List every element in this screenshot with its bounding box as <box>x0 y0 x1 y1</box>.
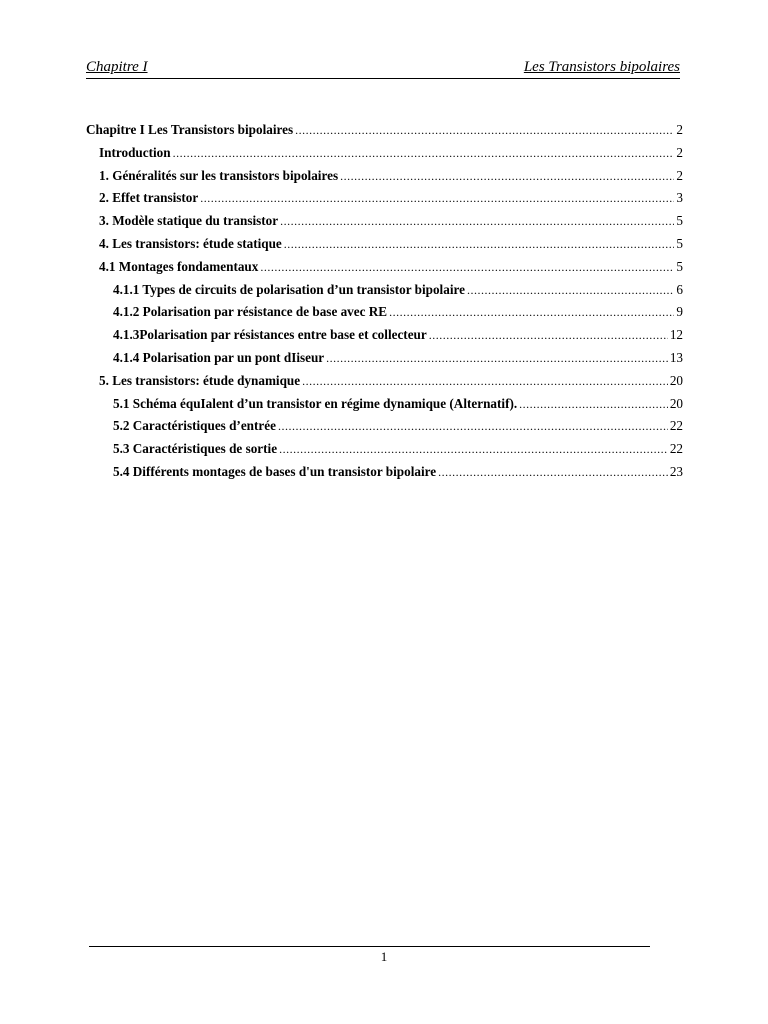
toc-entry-label: 2. Effet transistor <box>99 190 199 206</box>
toc-leader-dots <box>295 123 674 138</box>
toc-leader-dots <box>302 374 668 389</box>
toc-entry-label: 5.3 Caractéristiques de sortie <box>113 441 278 457</box>
toc-entry[interactable] <box>86 418 683 441</box>
toc-entry[interactable] <box>86 350 683 373</box>
toc-entry-page: 23 <box>669 463 683 479</box>
toc-entry-label: 4.1 Montages fondamentaux <box>99 258 259 274</box>
toc-entry-label: 4. Les transistors: étude statique <box>99 235 282 251</box>
toc-entry-page: 2 <box>676 144 683 160</box>
toc-entry-page: 5 <box>676 213 683 229</box>
toc-entry-label: Introduction <box>99 144 171 160</box>
toc-entry[interactable] <box>86 145 683 168</box>
toc-leader-dots <box>278 419 668 434</box>
toc-entry-page: 22 <box>669 441 683 457</box>
toc-entry-page: 12 <box>669 327 683 343</box>
toc-leader-dots <box>429 328 668 343</box>
footer-rule <box>89 946 650 947</box>
toc-entry[interactable] <box>86 168 683 191</box>
toc-leader-dots <box>200 191 674 206</box>
toc-entry-page: 20 <box>669 372 683 388</box>
toc-entry-label: 4.1.3Polarisation par résistances entre base et collecteur <box>113 327 427 343</box>
toc-entry-label: 1. Généralités sur les transistors bipolaires <box>99 167 339 183</box>
toc-entry-page: 13 <box>669 349 683 365</box>
toc-entry-label: 5.2 Caractéristiques d’entrée <box>113 418 276 434</box>
toc-entry[interactable] <box>86 236 683 259</box>
toc-entry-page: 20 <box>669 395 683 411</box>
header-chapter: Chapitre I <box>86 59 148 75</box>
toc-leader-dots <box>389 305 674 320</box>
toc-leader-dots <box>326 351 668 366</box>
toc-leader-dots <box>438 465 668 480</box>
toc-leader-dots <box>173 146 675 161</box>
toc-entry-label: 3. Modèle statique du transistor <box>99 213 279 229</box>
toc-entry[interactable] <box>86 190 683 213</box>
toc-leader-dots <box>519 397 668 412</box>
toc-leader-dots <box>467 283 674 298</box>
header-title: Les Transistors bipolaires <box>523 59 680 75</box>
page-header <box>86 58 680 79</box>
page-number: 1 <box>380 949 388 964</box>
toc-entry-label: 4.1.2 Polarisation par résistance de base avec RE <box>113 304 388 320</box>
toc-entry-page: 9 <box>676 304 683 320</box>
toc-entry-label: 4.1.4 Polarisation par un pont dIiseur <box>113 349 325 365</box>
toc-entry[interactable] <box>86 282 683 305</box>
toc-entry-page: 5 <box>676 258 683 274</box>
toc-leader-dots <box>279 442 668 457</box>
toc-entry-page: 3 <box>676 190 683 206</box>
toc-entry[interactable] <box>86 213 683 236</box>
toc-entry-page: 2 <box>676 167 683 183</box>
toc-entry-label: 4.1.1 Types de circuits de polarisation d’un transistor bipolaire <box>113 281 465 297</box>
toc-entry[interactable] <box>86 464 683 487</box>
toc-entry-page: 22 <box>669 418 683 434</box>
toc-entry[interactable] <box>86 259 683 282</box>
toc-entry-page: 2 <box>676 122 683 137</box>
toc-leader-dots <box>340 169 674 184</box>
toc-entry[interactable] <box>86 441 683 464</box>
table-of-contents <box>86 122 683 487</box>
toc-leader-dots <box>280 214 674 229</box>
toc-entry[interactable] <box>86 122 683 145</box>
toc-entry-label: Chapitre I Les Transistors bipolaires <box>86 122 294 137</box>
toc-entry-page: 5 <box>676 235 683 251</box>
toc-entry-label: 5.1 Schéma équIalent d’un transistor en régime dynamique (Alternatif). <box>113 395 518 411</box>
toc-entry-page: 6 <box>676 281 683 297</box>
toc-leader-dots <box>260 260 674 275</box>
toc-entry-label: 5. Les transistors: étude dynamique <box>99 372 301 388</box>
toc-entry[interactable] <box>86 396 683 419</box>
toc-entry[interactable] <box>86 327 683 350</box>
toc-entry[interactable] <box>86 304 683 327</box>
toc-entry-label: 5.4 Différents montages de bases d'un transistor bipolaire <box>113 463 437 479</box>
toc-entry[interactable] <box>86 373 683 396</box>
toc-leader-dots <box>284 237 675 252</box>
